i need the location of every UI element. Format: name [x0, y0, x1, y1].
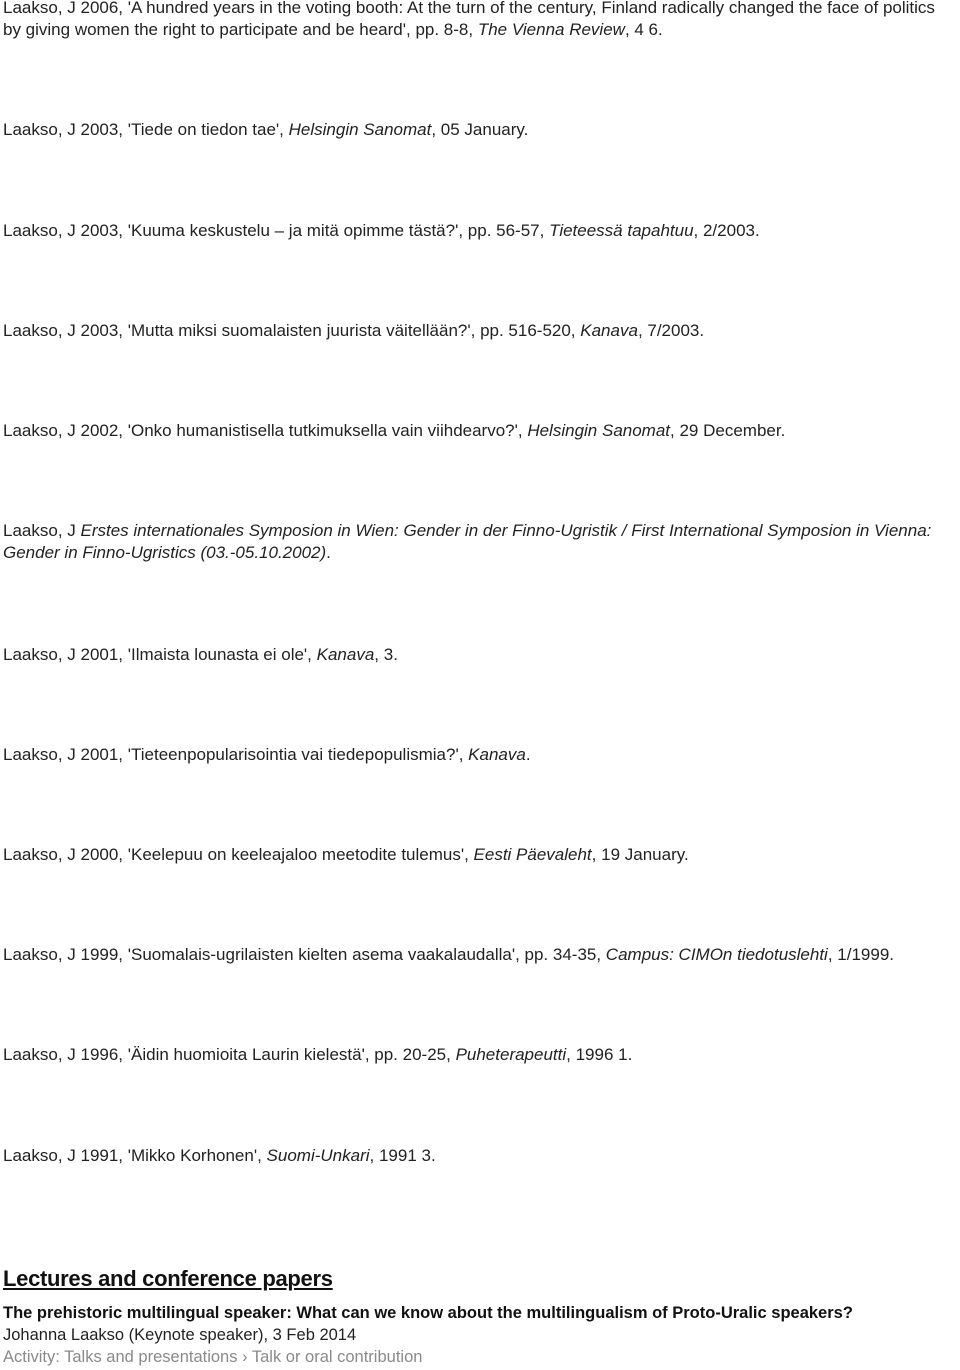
publication-entry: Laakso, J 1999, 'Suomalais-ugrilaisten kielten asema vaakalaudalla', pp. 34-35, Campus: CIMOn tiedotuslehti, 1/1999.	[3, 945, 895, 964]
publication-entry: Laakso, J 2001, 'Ilmaista lounasta ei ole', Kanava, 3.	[3, 645, 398, 664]
publication-entry: Laakso, J 2003, 'Tiede on tiedon tae', Helsingin Sanomat, 05 January.	[3, 120, 529, 139]
publication-entry: Laakso, J 2000, 'Keelepuu on keeleajaloo meetodite tulemus', Eesti Päevaleht, 19 January.	[3, 845, 689, 864]
publication-entry: Laakso, J 2006, 'A hundred years in the voting booth: At the turn of the century, Finland radically changed the face of politics by giving women the right to participate and be heard', pp. 8-8, The Vienna Review, 4 6.	[3, 0, 935, 39]
talk-activity-type: Activity: Talks and presentations › Talk or oral contribution	[3, 1348, 423, 1366]
publication-entry: Laakso, J 2002, 'Onko humanistisella tutkimuksella vain viihdearvo?', Helsingin Sanomat, 29 December.	[3, 421, 786, 440]
talk-meta: Johanna Laakso (Keynote speaker), 3 Feb 2014	[3, 1326, 357, 1344]
publication-entry: Laakso, J 2001, 'Tieteenpopularisointia vai tiedepopulismia?', Kanava.	[3, 745, 531, 764]
publication-entry: Laakso, J 2003, 'Mutta miksi suomalaisten juurista väitellään?', pp. 516-520, Kanava, 7/2003.	[3, 321, 705, 340]
section-heading: Lectures and conference papers	[3, 1266, 333, 1291]
publication-entry: Laakso, J 1996, 'Äidin huomioita Laurin kielestä', pp. 20-25, Puheterapeutti, 1996 1.	[3, 1045, 633, 1064]
publication-entry: Laakso, J 1991, 'Mikko Korhonen', Suomi-Unkari, 1991 3.	[3, 1146, 436, 1165]
talk-title[interactable]: The prehistoric multilingual speaker: What can we know about the multilingualism of Proto-Uralic speakers?	[3, 1304, 853, 1322]
publication-entry: Laakso, J Erstes internationales Symposion in Wien: Gender in der Finno-Ugristik / First International Symposion in Vienna: Gender in Finno-Ugristics (03.-05.10.2002).	[3, 521, 932, 562]
publication-entry: Laakso, J 2003, 'Kuuma keskustelu – ja mitä opimme tästä?', pp. 56-57, Tieteessä tapahtuu, 2/2003.	[3, 221, 760, 240]
